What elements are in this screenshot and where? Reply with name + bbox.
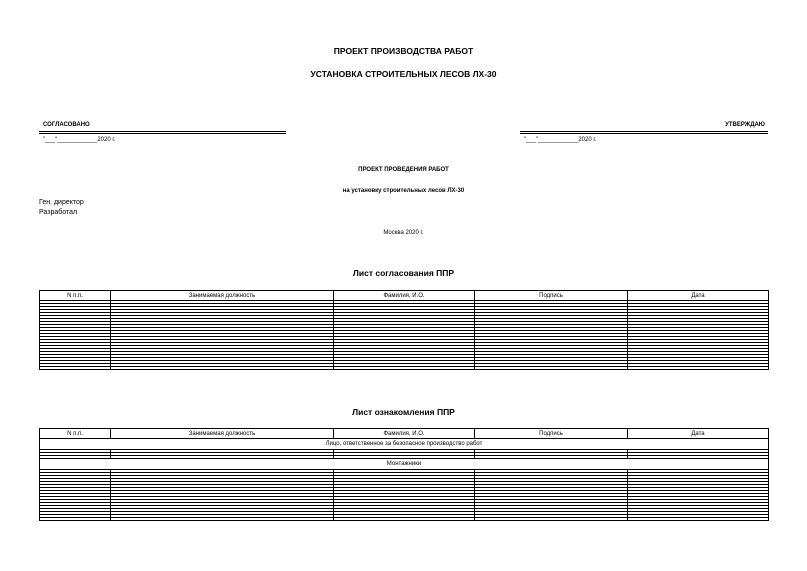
- section-label: Лицо, ответственное за безопасное производство работ: [40, 439, 769, 450]
- sheet1-title: Лист согласования ППР: [352, 268, 455, 278]
- table-cell: [628, 367, 769, 370]
- table-cell: [40, 518, 111, 521]
- section-row-responsible: [40, 439, 769, 450]
- city-date: Москва 2020 г.: [383, 230, 424, 236]
- col-header-date: Дата: [628, 291, 769, 301]
- approval-date-right: "___"____________2020 г.: [524, 137, 597, 143]
- col-header-number: N п.п.: [40, 429, 111, 439]
- table-header-row: [40, 291, 769, 301]
- table-cell: [475, 367, 628, 370]
- col-header-number: N п.п.: [40, 291, 111, 301]
- table-cell: [628, 518, 769, 521]
- col-header-signature: Подпись: [475, 429, 628, 439]
- signature-line-left: [39, 131, 286, 134]
- table-cell: [334, 367, 475, 370]
- table-cell: [334, 518, 475, 521]
- approved-label-right: УТВЕРЖДАЮ: [725, 122, 765, 128]
- col-header-date: Дата: [628, 429, 769, 439]
- document-title: ПРОЕКТ ПРОИЗВОДСТВА РАБОТ: [333, 46, 474, 56]
- table-header-row: [40, 429, 769, 439]
- project-subtitle: на установку строительных лесов ЛХ-30: [342, 188, 465, 194]
- table-cell: [111, 518, 334, 521]
- acquaintance-table: [39, 428, 768, 521]
- col-header-name: Фамилия, И.О.: [334, 291, 475, 301]
- col-header-position: Занимаемая должность: [111, 429, 334, 439]
- approval-table: [39, 290, 768, 370]
- table-cell: [40, 367, 111, 370]
- role-developer: Разработал: [39, 209, 78, 216]
- table-cell: [111, 367, 334, 370]
- section-label: Монтажники: [40, 459, 769, 470]
- table-row: [40, 367, 769, 370]
- approved-label-left: СОГЛАСОВАНО: [43, 122, 90, 128]
- document-subtitle: УСТАНОВКА СТРОИТЕЛЬНЫХ ЛЕСОВ ЛХ-30: [310, 69, 497, 79]
- col-header-position: Занимаемая должность: [111, 291, 334, 301]
- signature-line-right: [520, 131, 768, 134]
- role-director: Ген. директор: [39, 199, 84, 206]
- approval-date-left: "___"____________2020 г.: [43, 137, 116, 143]
- sheet2-title: Лист ознакомления ППР: [352, 407, 455, 417]
- table-cell: [475, 518, 628, 521]
- col-header-name: Фамилия, И.О.: [334, 429, 475, 439]
- col-header-signature: Подпись: [475, 291, 628, 301]
- project-title: ПРОЕКТ ПРОВЕДЕНИЯ РАБОТ: [358, 167, 449, 173]
- section-row-installers: [40, 459, 769, 470]
- table-row: [40, 518, 769, 521]
